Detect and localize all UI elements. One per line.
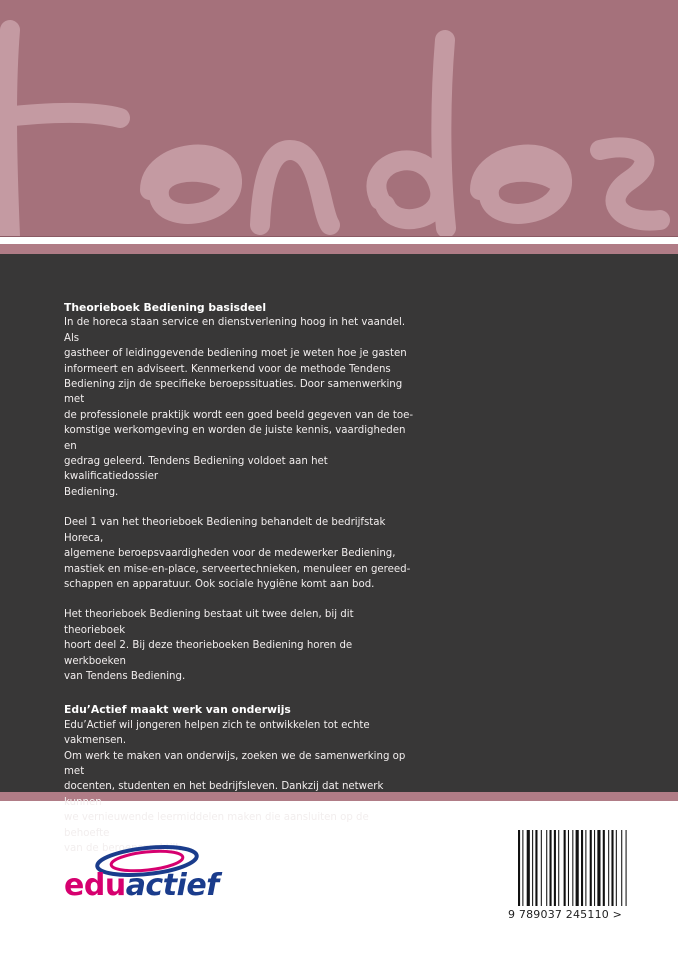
barcode-bar: [621, 830, 622, 906]
isbn-barcode: [508, 830, 632, 920]
barcode-bar: [597, 830, 600, 906]
barcode-bar: [594, 830, 595, 906]
delen-paragraph: [64, 607, 414, 684]
barcode-bar: [535, 830, 537, 906]
barcode-bar: [532, 830, 533, 906]
text-line: van Tendens Bediening.: [64, 670, 186, 682]
logo-actief: actief: [125, 868, 219, 903]
text-line: In de horeca staan service en dienstverlening hoog in het vaandel. Als: [64, 317, 406, 344]
barcode-bar: [518, 830, 520, 906]
barcode-bar: [611, 830, 613, 906]
text-line: komstige werkomgeving en worden de juiste kennis, vaardigheden en: [64, 425, 406, 452]
barcode-bar: [603, 830, 605, 906]
barcode-bar: [568, 830, 569, 906]
isbn-number: 9 789037 245110 >: [508, 908, 623, 921]
text-line: van de beroepspraktijk.: [64, 843, 185, 854]
section-title-theorieboek: Theorieboek Bediening basisdeel: [64, 301, 267, 314]
eduactief-logo: [64, 842, 234, 912]
eduactief-paragraph: [64, 718, 414, 857]
cover-title-band: [0, 0, 678, 236]
spacer: [64, 592, 414, 607]
text-line: Het theorieboek Bediening bestaat uit twee delen, bij dit theorieboek: [64, 609, 354, 636]
barcode-bar: [527, 830, 530, 906]
text-line: de professionele praktijk wordt een goed beeld gegeven van de toe-: [64, 409, 414, 421]
spacer: [64, 500, 414, 515]
barcode-bar: [585, 830, 586, 906]
text-line: algemene beroepsvaardigheden voor de medewerker Bediening,: [64, 548, 396, 560]
intro-paragraph: [64, 315, 414, 500]
barcode-bar: [590, 830, 592, 906]
spacer: [64, 684, 414, 702]
text-line: Edu’Actief wil jongeren helpen zich te ontwikkelen tot echte vakmensen.: [64, 719, 370, 747]
text-line: informeert en adviseert. Kenmerkend voor de methode Tendens: [64, 363, 391, 375]
text-line: gedrag geleerd. Tendens Bediening voldoet aan het kwalificatiedossier: [64, 456, 328, 483]
text-line: Deel 1 van het theorieboek Bediening behandelt de bedrijfstak Horeca,: [64, 517, 386, 544]
barcode-bar: [608, 830, 609, 906]
tendens-watermark: [0, 0, 678, 236]
barcode-bar: [581, 830, 583, 906]
barcode-bar: [572, 830, 573, 906]
text-line: gastheer of leidinggevende bediening moet je weten hoe je gasten: [64, 348, 407, 360]
barcode-bar: [522, 830, 523, 906]
barcode-bar: [546, 830, 547, 906]
text-line: Bediening.: [64, 486, 119, 498]
barcode-bar: [541, 830, 542, 906]
text-line: schappen en apparatuur. Ook sociale hygiëne komt aan bod.: [64, 578, 375, 590]
text-line: docenten, studenten en het bedrijfsleven. Dankzij dat netwerk kunnen: [64, 781, 384, 808]
divider-line: [0, 236, 678, 237]
logo-wordmark: [64, 868, 219, 903]
section-title-eduactief: Edu’Actief maakt werk van onderwijs: [64, 703, 291, 717]
barcode-bars: [518, 830, 630, 906]
barcode-bar: [626, 830, 627, 906]
barcode-bar: [616, 830, 617, 906]
text-line: hoort deel 2. Bij deze theorieboeken Bediening horen de werkboeken: [64, 640, 353, 667]
logo-edu: edu: [64, 868, 126, 903]
text-line: we vernieuwende leermiddelen maken die aansluiten op de behoefte: [64, 812, 369, 839]
deel1-paragraph: [64, 515, 414, 592]
back-cover-text: [64, 300, 414, 856]
barcode-bar: [554, 830, 556, 906]
barcode-bar: [550, 830, 552, 906]
rose-stripe-top: [0, 244, 678, 254]
text-line: Bediening zijn de specifieke beroepssituaties. Door samenwerking met: [64, 379, 403, 406]
text-line: Om werk te maken van onderwijs, zoeken we de samenwerking op met: [64, 750, 406, 777]
barcode-bar: [576, 830, 579, 906]
text-line: mastiek en mise-en-place, serveertechnieken, menuleer en gereed-: [64, 563, 411, 575]
barcode-bar: [558, 830, 559, 906]
barcode-bar: [564, 830, 566, 906]
